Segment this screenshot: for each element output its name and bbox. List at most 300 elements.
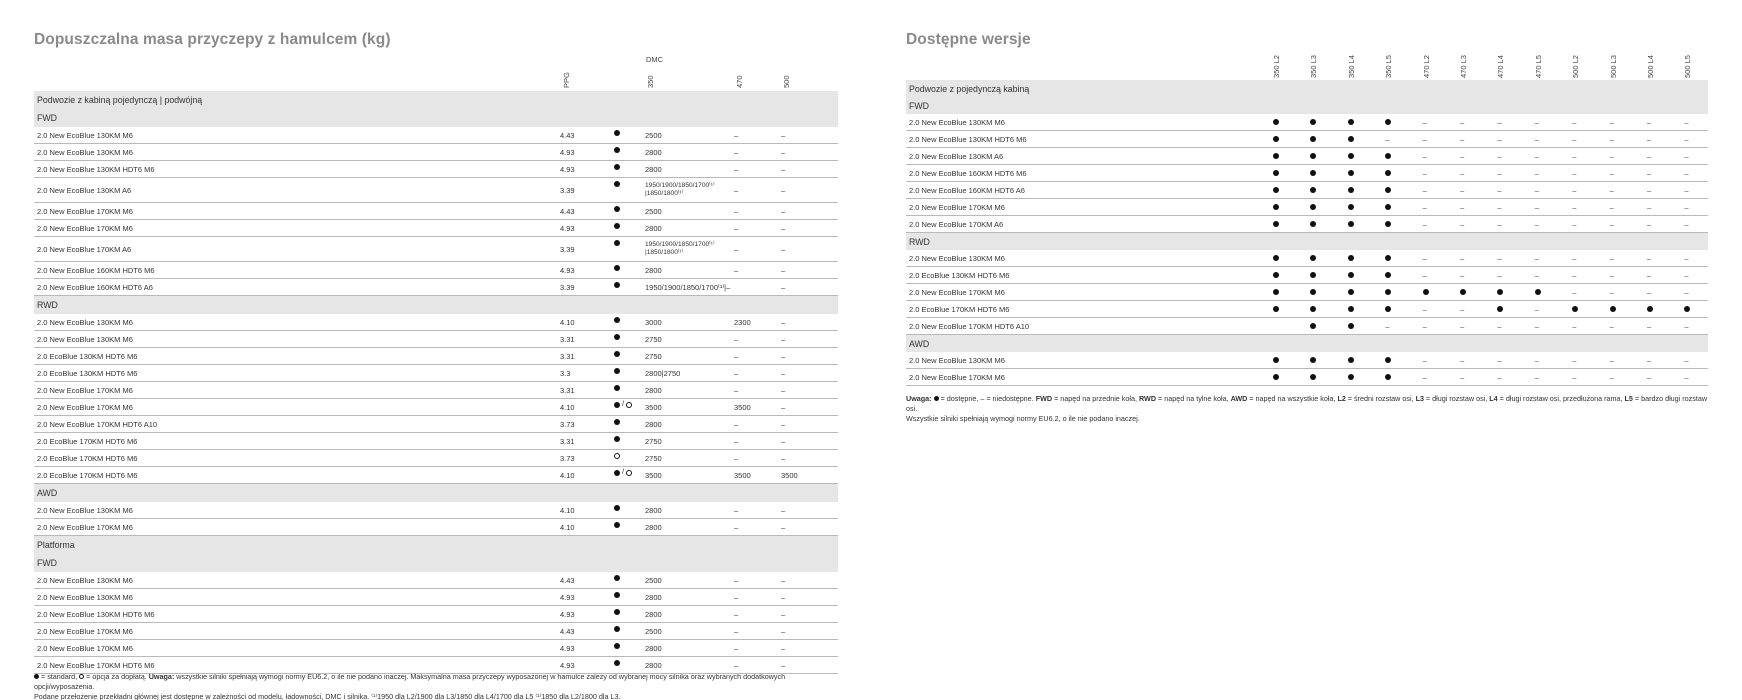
engine-name: 2.0 EcoBlue 170KM HDT6 M6 xyxy=(37,453,138,463)
available-dot-icon xyxy=(1273,374,1279,380)
availability-cell xyxy=(1273,199,1279,215)
availability-cell xyxy=(1273,352,1279,368)
available-dot-icon xyxy=(1348,306,1354,312)
unavailable-cell: – xyxy=(1572,134,1577,144)
availability-cell xyxy=(1273,216,1279,232)
dmc-350-value: 3500 xyxy=(645,470,662,480)
unavailable-cell: – xyxy=(1647,134,1652,144)
section-label: FWD xyxy=(909,100,930,111)
table-row xyxy=(34,467,838,484)
table-row xyxy=(34,572,838,589)
vnote-t3: = napęd na tylne koła, xyxy=(1158,394,1229,403)
note-text: wszystkie silniki spełniają wymogi normy EU6.2, o ile nie podano inaczej. Maksymalna masa przyczepy wyposażonej w hamulce zależy od wybranej mocy silnika oraz wybranych dodatkowych opcji/wyposażenia. xyxy=(34,672,786,691)
available-dot-icon xyxy=(1273,170,1279,176)
engine-name: 2.0 New EcoBlue 130KM A6 xyxy=(909,151,1004,161)
standard-dot-icon xyxy=(614,223,620,229)
dmc-350-value: 1950/1900/1850/1700⁽¹⁾|– xyxy=(645,282,731,292)
available-dot-icon xyxy=(1273,357,1279,363)
dmc-500-value: – xyxy=(781,282,786,292)
unavailable-cell: – xyxy=(1572,287,1577,297)
availability-symbol xyxy=(614,433,620,449)
ppg-value: 3.39 xyxy=(560,185,575,195)
unavailable-cell: – xyxy=(1609,270,1614,280)
unavailable-cell: – xyxy=(1684,270,1689,280)
availability-symbol xyxy=(614,161,620,177)
dmc-350-value: 3500 xyxy=(645,402,662,412)
dmc-470-value: – xyxy=(734,368,739,378)
engine-name: 2.0 New EcoBlue 130KM M6 xyxy=(37,505,133,515)
engine-name: 2.0 EcoBlue 130KM HDT6 M6 xyxy=(37,351,138,361)
dmc-350-value: 2800 xyxy=(645,643,662,653)
unavailable-cell: – xyxy=(1460,117,1465,127)
unavailable-cell: – xyxy=(1647,253,1652,263)
ppg-value: 4.43 xyxy=(560,130,575,140)
availability-cell xyxy=(1348,131,1354,147)
table-row xyxy=(906,182,1708,199)
standard-dot-icon xyxy=(614,130,620,136)
engine-name: 2.0 New EcoBlue 130KM M6 xyxy=(37,147,133,157)
engine-name: 2.0 New EcoBlue 130KM M6 xyxy=(909,355,1005,365)
available-dot-icon xyxy=(1310,119,1316,125)
dmc-350-value: 2800|2750 xyxy=(645,368,681,378)
available-dot-icon xyxy=(1535,289,1541,295)
dmc-470-value: – xyxy=(734,164,739,174)
availability-cell xyxy=(1497,284,1503,300)
availability-cell xyxy=(1610,301,1616,317)
dmc-350-value: 1950/1900/1850/1700⁽¹⁾ |1850/1800⁽¹⁾ xyxy=(645,182,715,197)
dmc-350-value: 2800 xyxy=(645,265,662,275)
table-row xyxy=(906,199,1708,216)
table-row xyxy=(906,352,1708,369)
standard-dot-icon xyxy=(614,609,620,615)
dmc-500-value: – xyxy=(781,368,786,378)
standard-dot-icon xyxy=(614,419,620,425)
availability-cell xyxy=(1310,216,1316,232)
available-dot-icon xyxy=(1385,306,1391,312)
unavailable-cell: – xyxy=(1422,270,1427,280)
available-dot-icon xyxy=(1497,306,1503,312)
version-column-header: 500 L2 xyxy=(1571,55,1581,78)
ppg-value: 3.31 xyxy=(560,351,575,361)
dmc-470-value: 3500 xyxy=(734,402,751,412)
unavailable-cell: – xyxy=(1534,168,1539,178)
unavailable-cell: – xyxy=(1609,287,1614,297)
vnote-awd: AWD xyxy=(1230,394,1248,403)
availability-symbol xyxy=(614,416,620,432)
dmc-350-value: 2500 xyxy=(645,206,662,216)
standard-dot-icon xyxy=(614,368,620,374)
available-dot-icon xyxy=(1310,289,1316,295)
engine-name: 2.0 New EcoBlue 170KM HDT6 A10 xyxy=(37,419,158,429)
table-row xyxy=(34,237,838,262)
available-dot-icon xyxy=(1348,255,1354,261)
unavailable-cell: – xyxy=(1534,185,1539,195)
vnote-l3: L3 xyxy=(1415,394,1424,403)
engine-name: 2.0 New EcoBlue 170KM M6 xyxy=(909,202,1005,212)
engine-name: 2.0 New EcoBlue 170KM HDT6 M6 xyxy=(37,660,155,670)
engine-name: 2.0 New EcoBlue 170KM A6 xyxy=(37,244,132,254)
table-row xyxy=(34,433,838,450)
dmc-500-value: – xyxy=(781,265,786,275)
standard-dot-icon xyxy=(614,402,620,408)
towing-title: Dopuszczalna masa przyczepy z hamulcem (kg) xyxy=(34,31,391,48)
unavailable-cell: – xyxy=(1460,185,1465,195)
version-column-header: 500 L3 xyxy=(1608,55,1618,78)
unavailable-cell: – xyxy=(1609,151,1614,161)
standard-dot-icon xyxy=(614,592,620,598)
unavailable-cell: – xyxy=(1572,185,1577,195)
table-row xyxy=(906,148,1708,165)
dmc-500-value: – xyxy=(781,592,786,602)
dmc-350-value: 2800 xyxy=(645,147,662,157)
unavailable-cell: – xyxy=(1684,117,1689,127)
dmc-350-value: 2800 xyxy=(645,419,662,429)
availability-cell xyxy=(1273,165,1279,181)
unavailable-cell: – xyxy=(1572,270,1577,280)
unavailable-cell: – xyxy=(1422,372,1427,382)
available-dot-icon xyxy=(1310,221,1316,227)
engine-name: 2.0 EcoBlue 170KM HDT6 M6 xyxy=(37,436,138,446)
unavailable-cell: – xyxy=(1609,168,1614,178)
ppg-value: 3.73 xyxy=(560,419,575,429)
available-dot-icon xyxy=(1273,187,1279,193)
dmc-500-value: – xyxy=(781,334,786,344)
available-dot-icon xyxy=(1348,136,1354,142)
availability-cell xyxy=(1348,199,1354,215)
unavailable-cell: – xyxy=(1684,355,1689,365)
unavailable-cell: – xyxy=(1647,321,1652,331)
unavailable-cell: – xyxy=(1647,287,1652,297)
available-dot-icon xyxy=(1273,153,1279,159)
availability-cell xyxy=(1385,165,1391,181)
available-dot-icon xyxy=(1572,306,1578,312)
unavailable-cell: – xyxy=(1497,253,1502,263)
unavailable-cell: – xyxy=(1460,219,1465,229)
dmc-500-value: – xyxy=(781,351,786,361)
dmc-470-header: 470 xyxy=(735,75,744,88)
dmc-350-value: 3000 xyxy=(645,317,662,327)
dmc-500-header: 500 xyxy=(782,75,791,88)
version-column-header: 470 L4 xyxy=(1496,55,1506,78)
availability-symbol xyxy=(614,467,632,483)
dmc-500-value: – xyxy=(781,436,786,446)
unavailable-cell: – xyxy=(1684,321,1689,331)
available-dot-icon xyxy=(1385,374,1391,380)
available-dot-icon xyxy=(1310,187,1316,193)
ppg-value: 4.10 xyxy=(560,470,575,480)
ppg-value: 3.39 xyxy=(560,244,575,254)
section-header xyxy=(906,233,1708,250)
available-dot-icon xyxy=(1460,289,1466,295)
available-dot-icon xyxy=(1310,272,1316,278)
dmc-470-value: – xyxy=(734,223,739,233)
availability-cell xyxy=(1385,148,1391,164)
available-dot-icon xyxy=(1348,289,1354,295)
unavailable-cell: – xyxy=(1647,185,1652,195)
engine-name: 2.0 New EcoBlue 170KM M6 xyxy=(909,287,1005,297)
availability-symbol xyxy=(614,331,620,347)
availability-cell xyxy=(1348,182,1354,198)
standard-dot-icon xyxy=(614,522,620,528)
standard-dot-icon xyxy=(614,181,620,187)
engine-name: 2.0 New EcoBlue 160KM HDT6 M6 xyxy=(37,265,155,275)
unavailable-cell: – xyxy=(1422,253,1427,263)
engine-name: 2.0 New EcoBlue 130KM M6 xyxy=(37,130,133,140)
dmc-350-value: 2750 xyxy=(645,334,662,344)
unavailable-cell: – xyxy=(1460,372,1465,382)
dmc-350-value: 2500 xyxy=(645,575,662,585)
available-dot-icon xyxy=(1310,255,1316,261)
available-dot-icon xyxy=(1273,255,1279,261)
vnote-l4: L4 xyxy=(1489,394,1498,403)
ppg-value: 4.43 xyxy=(560,575,575,585)
unavailable-cell: – xyxy=(1684,134,1689,144)
unavailable-cell: – xyxy=(1422,151,1427,161)
table-row xyxy=(906,284,1708,301)
ppg-value: 4.43 xyxy=(560,626,575,636)
unavailable-cell: – xyxy=(1460,202,1465,212)
availability-cell xyxy=(1647,301,1653,317)
ppg-value: 4.93 xyxy=(560,164,575,174)
availability-cell xyxy=(1348,318,1354,334)
availability-cell xyxy=(1497,301,1503,317)
table-row xyxy=(34,203,838,220)
available-dot-icon xyxy=(1310,136,1316,142)
unavailable-cell: – xyxy=(1609,219,1614,229)
engine-name: 2.0 New EcoBlue 130KM M6 xyxy=(37,317,133,327)
unavailable-cell: – xyxy=(1647,117,1652,127)
engine-name: 2.0 New EcoBlue 160KM HDT6 M6 xyxy=(909,168,1027,178)
dmc-470-value: – xyxy=(734,265,739,275)
unavailable-cell: – xyxy=(1422,134,1427,144)
availability-cell xyxy=(1310,199,1316,215)
unavailable-cell: – xyxy=(1684,253,1689,263)
availability-symbol xyxy=(614,178,620,202)
table-row xyxy=(34,314,838,331)
ppg-value: 4.43 xyxy=(560,206,575,216)
dmc-470-value: – xyxy=(734,505,739,515)
unavailable-cell: – xyxy=(1609,134,1614,144)
available-dot-icon xyxy=(1385,119,1391,125)
available-dot-icon xyxy=(1348,323,1354,329)
ppg-value: 4.10 xyxy=(560,317,575,327)
table-row xyxy=(34,657,838,674)
availability-cell xyxy=(1385,216,1391,232)
engine-name: 2.0 New EcoBlue 130KM HDT6 M6 xyxy=(909,134,1027,144)
ppg-value: 4.93 xyxy=(560,265,575,275)
dmc-350-value: 2750 xyxy=(645,351,662,361)
availability-symbol xyxy=(614,502,620,518)
availability-symbol xyxy=(614,203,620,219)
dmc-500-value: – xyxy=(781,522,786,532)
availability-symbol xyxy=(614,237,620,261)
table-row xyxy=(34,502,838,519)
available-dot-icon xyxy=(1684,306,1690,312)
unavailable-cell: – xyxy=(1497,168,1502,178)
engine-name: 2.0 New EcoBlue 130KM M6 xyxy=(37,592,133,602)
dmc-470-value: – xyxy=(734,592,739,602)
vnote-line2: Wszystkie silniki spełniają wymogi normy EU6.2, o ile nie podano inaczej. xyxy=(906,414,1140,423)
available-dot-icon xyxy=(1385,272,1391,278)
available-dot-icon xyxy=(1348,153,1354,159)
availability-cell xyxy=(1273,131,1279,147)
unavailable-cell: – xyxy=(1422,202,1427,212)
availability-cell xyxy=(1310,318,1316,334)
towing-footnote xyxy=(34,672,838,700)
standard-dot-icon xyxy=(614,317,620,323)
available-dot-icon xyxy=(1273,272,1279,278)
dmc-350-value: 2800 xyxy=(645,592,662,602)
available-dot-icon xyxy=(1348,170,1354,176)
engine-name: 2.0 New EcoBlue 130KM M6 xyxy=(909,253,1005,263)
section-header xyxy=(906,97,1708,114)
available-dot-icon xyxy=(1647,306,1653,312)
availability-symbol xyxy=(614,399,632,415)
availability-symbol xyxy=(614,314,620,330)
unavailable-cell: – xyxy=(1684,168,1689,178)
unavailable-cell: – xyxy=(1460,270,1465,280)
availability-cell xyxy=(1423,284,1429,300)
table-row xyxy=(34,606,838,623)
available-dot-icon xyxy=(1273,221,1279,227)
dmc-500-value: – xyxy=(781,164,786,174)
engine-name: 2.0 New EcoBlue 170KM M6 xyxy=(37,206,133,216)
standard-dot-icon xyxy=(614,385,620,391)
availability-cell xyxy=(1310,369,1316,385)
engine-name: 2.0 New EcoBlue 130KM M6 xyxy=(909,117,1005,127)
availability-cell xyxy=(1310,114,1316,130)
unavailable-cell: – xyxy=(1647,168,1652,178)
ppg-value: 4.10 xyxy=(560,505,575,515)
availability-cell xyxy=(1385,369,1391,385)
available-dot-icon xyxy=(1310,153,1316,159)
versions-title: Dostępne wersje xyxy=(906,31,1031,48)
section-header xyxy=(34,296,838,314)
availability-symbol xyxy=(614,572,620,588)
unavailable-cell: – xyxy=(1385,134,1390,144)
ppg-header: PPG xyxy=(562,72,571,88)
dmc-350-value: 2800 xyxy=(645,522,662,532)
version-column-header: 350 L2 xyxy=(1272,55,1281,78)
ppg-value: 3.31 xyxy=(560,334,575,344)
unavailable-cell: – xyxy=(1422,219,1427,229)
dmc-470-value: – xyxy=(734,244,739,254)
availability-cell xyxy=(1310,148,1316,164)
section-header xyxy=(34,109,838,127)
available-dot-icon xyxy=(1273,119,1279,125)
availability-symbol xyxy=(614,220,620,236)
version-column-header: 470 L5 xyxy=(1533,55,1543,78)
unavailable-cell: – xyxy=(1647,219,1652,229)
table-row xyxy=(34,262,838,279)
availability-cell xyxy=(1310,284,1316,300)
section-header xyxy=(34,484,838,502)
engine-name: 2.0 New EcoBlue 170KM M6 xyxy=(37,522,133,532)
table-row xyxy=(906,131,1708,148)
dmc-470-value: – xyxy=(734,385,739,395)
engine-name: 2.0 New EcoBlue 160KM HDT6 A6 xyxy=(909,185,1025,195)
standard-dot-icon xyxy=(614,436,620,442)
available-dot-icon xyxy=(1348,357,1354,363)
unavailable-cell: – xyxy=(1684,151,1689,161)
unavailable-cell: – xyxy=(1609,355,1614,365)
availability-cell xyxy=(1460,284,1466,300)
version-column-header: 470 L2 xyxy=(1421,55,1431,78)
availability-symbol xyxy=(614,262,620,278)
unavailable-cell: – xyxy=(1497,117,1502,127)
unavailable-cell: – xyxy=(1647,202,1652,212)
unavailable-cell: – xyxy=(1572,151,1577,161)
dmc-500-value: – xyxy=(781,385,786,395)
table-row xyxy=(34,279,838,296)
availability-cell xyxy=(1273,182,1279,198)
dmc-470-value: – xyxy=(734,334,739,344)
unavailable-cell: – xyxy=(1534,151,1539,161)
engine-name: 2.0 New EcoBlue 130KM A6 xyxy=(37,185,132,195)
engine-name: 2.0 New EcoBlue 130KM M6 xyxy=(37,575,133,585)
table-row xyxy=(906,216,1708,233)
dmc-500-value: 3500 xyxy=(781,470,798,480)
availability-cell xyxy=(1348,250,1354,266)
available-dot-icon xyxy=(1310,204,1316,210)
unavailable-cell: – xyxy=(1497,219,1502,229)
dmc-350-value: 2500 xyxy=(645,130,662,140)
unavailable-cell: – xyxy=(1385,321,1390,331)
section-label: RWD xyxy=(37,300,58,310)
availability-symbol xyxy=(614,519,620,535)
note-uwaga: Uwaga: xyxy=(148,672,175,681)
unavailable-cell: – xyxy=(1609,185,1614,195)
dmc-500-value: – xyxy=(781,419,786,429)
standard-dot-icon xyxy=(614,351,620,357)
unavailable-cell: – xyxy=(1684,219,1689,229)
availability-cell xyxy=(1348,369,1354,385)
engine-name: 2.0 New EcoBlue 170KM HDT6 A10 xyxy=(909,321,1030,331)
unavailable-cell: – xyxy=(1534,355,1539,365)
available-dot-icon xyxy=(1497,289,1503,295)
ppg-value: 3.73 xyxy=(560,453,575,463)
engine-name: 2.0 New EcoBlue 130KM HDT6 M6 xyxy=(37,164,155,174)
dmc-350-value: 2750 xyxy=(645,453,662,463)
vnote-t1: = dostępne, – = niedostępne. xyxy=(940,394,1034,403)
note-line2: Podane przełożenie przekładni głównej jest dostępne w zależności od modelu, ładowności, DMC i silnika. ⁽¹⁾1950 dla L2/1900 dla L3/1850 dla L4/1700 dla L5 ⁽¹⁾1850 dla L2/1800 dla L3. xyxy=(34,692,621,700)
engine-name: 2.0 EcoBlue 130KM HDT6 M6 xyxy=(909,270,1010,280)
dmc-500-value: – xyxy=(781,505,786,515)
unavailable-cell: – xyxy=(1572,219,1577,229)
slash-separator: / xyxy=(622,467,625,476)
unavailable-cell: – xyxy=(1460,321,1465,331)
ppg-value: 4.93 xyxy=(560,223,575,233)
availability-cell xyxy=(1310,250,1316,266)
unavailable-cell: – xyxy=(1609,372,1614,382)
engine-name: 2.0 EcoBlue 170KM HDT6 M6 xyxy=(909,304,1010,314)
availability-cell xyxy=(1385,114,1391,130)
availability-cell xyxy=(1273,267,1279,283)
availability-symbol xyxy=(614,365,620,381)
unavailable-cell: – xyxy=(1534,117,1539,127)
standard-dot-icon xyxy=(614,470,620,476)
available-dot-icon xyxy=(934,396,939,401)
table-row xyxy=(34,450,838,467)
dmc-470-value: – xyxy=(734,185,739,195)
table-row xyxy=(34,382,838,399)
table-row xyxy=(906,301,1708,318)
unavailable-cell: – xyxy=(1647,372,1652,382)
option-ring-icon xyxy=(626,470,632,476)
availability-cell xyxy=(1273,369,1279,385)
availability-symbol xyxy=(614,127,620,143)
dmc-500-value: – xyxy=(781,575,786,585)
